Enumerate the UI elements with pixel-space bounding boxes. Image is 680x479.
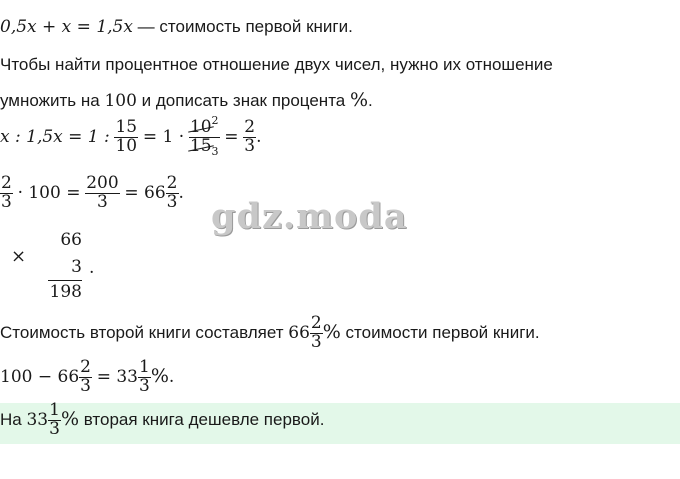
line-cost-first-book [0,17,353,37]
line4-dot: . [256,126,262,147]
frac-den: 3 [1,191,12,212]
frac-num: 2 [310,313,322,333]
fraction-1-3 [48,402,61,439]
multiply-sign: × [11,246,27,267]
frac-num: 200 [86,173,119,193]
frac-den: 3 [244,135,256,156]
fraction-2-3-mixed [166,175,179,212]
percent-sign: % [150,364,169,387]
line3-dot: . [368,91,373,110]
frac-den: 3 [85,193,119,212]
mult-result: 198 [49,282,82,302]
ratio-eq1: = 1 · [142,126,185,147]
line-percent-calc [0,175,184,212]
mult-dot: . [89,258,95,278]
line5-dot: . [178,182,184,203]
calc-eq: = 66 [124,182,166,203]
line8-dot: . [168,366,175,387]
mixed-whole: 33 [26,409,49,430]
line-ratio [0,114,262,158]
answer-text-a: На [0,409,22,429]
frac-den: 10 [115,135,138,156]
percent-sign: % [322,320,341,343]
frac-num: 15 [115,117,138,137]
line-instruction-2 [0,89,373,111]
percent-sign: % [60,407,79,430]
cancelled-num: 10 [189,117,212,137]
line1-text: — стоимость первой книги. [137,17,353,36]
calc-mid: · 100 = [17,182,81,203]
fraction-2-3 [79,359,92,396]
watermark-logo: gdz.moda [211,196,408,237]
frac-den: 3 [310,331,322,352]
mult-line [48,280,82,281]
mixed-whole: 66 [288,322,310,343]
line3-text-a: умножить на [0,91,100,110]
frac-num: 1 [49,400,60,420]
fraction-200-3 [85,175,119,212]
percent-sign: % [349,89,369,111]
frac-den: 3 [138,375,150,396]
fraction-2-3 [243,119,256,156]
frac-num: 2 [166,173,178,193]
line7-text-b: стоимости первой книги. [345,322,540,342]
frac-den: 3 [80,375,91,396]
fraction-2-3 [0,175,13,212]
cancelled-den: 15 [189,135,212,156]
ratio-eq2: = [224,126,239,147]
diff-lhs: 100 − 66 [0,366,80,387]
fraction-15-10 [114,119,138,156]
ratio-lhs: x : 1,5x = 1 : [0,126,110,147]
answer-text-b: вторая книга дешевле первой. [83,409,325,429]
mult-top: 66 [60,230,82,250]
fraction-1-3 [138,359,151,396]
mult-second: 3 [71,257,82,277]
frac-num: 2 [1,173,12,193]
reduced-num: 2 [211,114,219,127]
line-instruction: Чтобы найти процентное отношение двух чисел, нужно их отношение [0,55,553,74]
line7-text-a: Стоимость второй книги составляет [0,322,284,342]
diff-eq: = 33 [96,366,138,387]
fraction-cancelled [189,114,220,158]
frac-den: 3 [166,191,178,212]
reduced-den: 3 [211,144,219,158]
frac-num: 1 [138,357,150,377]
line-second-book [0,315,540,352]
fraction-2-3 [310,315,323,352]
equation-first-book: 0,5x + x = 1,5x [0,17,133,37]
frac-den: 3 [49,418,60,439]
number-100: 100 [104,91,137,111]
line3-text-b: и дописать знак процента [141,91,346,110]
frac-num: 2 [80,357,91,377]
answer-line [0,402,324,439]
line-difference [0,359,174,396]
frac-num: 2 [244,117,256,137]
